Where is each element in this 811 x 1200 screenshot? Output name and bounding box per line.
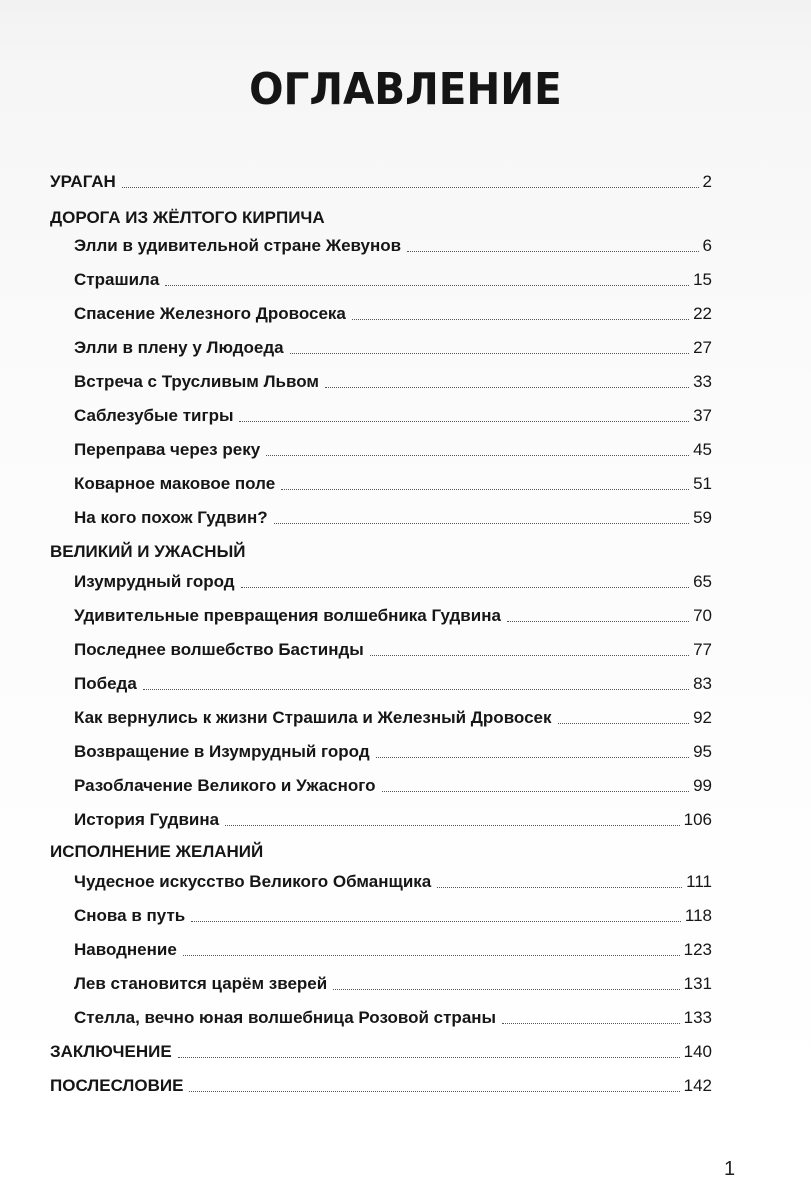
toc-label: История Гудвина xyxy=(74,810,220,829)
toc-label: Страшила xyxy=(74,270,160,289)
dot-leader xyxy=(143,688,689,690)
toc-section xyxy=(50,1034,712,1062)
dot-leader xyxy=(183,954,680,956)
toc-label: Элли в плену у Людоеда xyxy=(74,338,284,357)
toc-page-number: 111 xyxy=(686,872,712,891)
page-number: 1 xyxy=(724,1158,736,1180)
toc-page-number: 142 xyxy=(683,1076,712,1095)
dot-leader xyxy=(122,186,699,188)
toc-page-number: 95 xyxy=(693,742,712,761)
toc-section xyxy=(50,1068,712,1096)
dot-leader xyxy=(558,722,690,724)
toc-label: Стелла, вечно юная волшебница Розовой страны xyxy=(74,1008,497,1027)
dot-leader xyxy=(502,1022,680,1024)
toc-label: ДОРОГА ИЗ ЖЁЛТОГО КИРПИЧА xyxy=(50,208,325,227)
toc-page-number: 131 xyxy=(683,974,712,993)
toc-page-number: 133 xyxy=(683,1008,712,1027)
dot-leader xyxy=(290,352,689,354)
toc-label: Спасение Железного Дровосека xyxy=(74,304,346,323)
toc-label: Саблезубые тигры xyxy=(74,406,234,425)
toc-entry xyxy=(74,330,712,358)
toc-entry xyxy=(74,966,712,994)
dot-leader xyxy=(165,284,689,286)
toc-label: Коварное маковое поле xyxy=(74,474,276,493)
toc-entry xyxy=(74,598,712,626)
dot-leader xyxy=(407,250,698,252)
toc-label: Чудесное искусство Великого Обманщика xyxy=(74,872,432,891)
toc-label: Изумрудный город xyxy=(74,572,235,591)
dot-leader xyxy=(376,756,689,758)
toc-label: Разоблачение Великого и Ужасного xyxy=(74,776,376,795)
dot-leader xyxy=(191,920,681,922)
toc-page-number: 99 xyxy=(693,776,712,795)
toc-entry xyxy=(74,864,712,892)
toc-label: ЗАКЛЮЧЕНИЕ xyxy=(50,1042,172,1061)
toc-page-number: 59 xyxy=(693,508,712,527)
dot-leader xyxy=(274,522,689,524)
toc-entry xyxy=(74,700,712,728)
toc-page-number: 6 xyxy=(702,236,712,255)
toc-label: Удивительные превращения волшебника Гудвина xyxy=(74,606,501,625)
toc-page-number: 106 xyxy=(683,810,712,829)
toc-page-number: 22 xyxy=(693,304,712,323)
toc-entry xyxy=(74,398,712,426)
toc-entry xyxy=(74,466,712,494)
dot-leader xyxy=(241,586,690,588)
toc-entry xyxy=(74,228,712,256)
toc-entry xyxy=(74,364,712,392)
toc-page-number: 15 xyxy=(693,270,712,289)
dot-leader xyxy=(370,654,689,656)
toc-entry xyxy=(74,666,712,694)
toc-entry xyxy=(74,734,712,762)
toc-page-number: 33 xyxy=(693,372,712,391)
toc-label: Лев становится царём зверей xyxy=(74,974,328,993)
dot-leader xyxy=(266,454,689,456)
toc-section xyxy=(50,200,712,228)
toc-page-number: 45 xyxy=(693,440,712,459)
toc-page-number: 2 xyxy=(702,172,712,191)
toc-entry xyxy=(74,768,712,796)
page-title: ОГЛАВЛЕНИЕ xyxy=(249,64,562,115)
toc-page-number: 83 xyxy=(693,674,712,693)
dot-leader xyxy=(189,1090,679,1092)
dot-leader xyxy=(281,488,689,490)
toc-label: ИСПОЛНЕНИЕ ЖЕЛАНИЙ xyxy=(50,842,264,861)
toc-label: Победа xyxy=(74,674,137,693)
toc-entry xyxy=(74,898,712,926)
dot-leader xyxy=(325,386,689,388)
dot-leader xyxy=(225,824,680,826)
toc-label: Встреча с Трусливым Львом xyxy=(74,372,319,391)
toc-entry xyxy=(74,262,712,290)
toc-entry xyxy=(74,1000,712,1028)
toc-label: Элли в удивительной стране Жевунов xyxy=(74,236,402,255)
toc-page-number: 92 xyxy=(693,708,712,727)
toc-entry xyxy=(74,564,712,592)
toc-label: Последнее волшебство Бастинды xyxy=(74,640,364,659)
toc-entry xyxy=(74,432,712,460)
dot-leader xyxy=(507,620,689,622)
toc-page-number: 123 xyxy=(683,940,712,959)
toc-page-number: 51 xyxy=(693,474,712,493)
toc-section xyxy=(50,164,712,192)
toc-label: Снова в путь xyxy=(74,906,186,925)
toc-page-number: 140 xyxy=(683,1042,712,1061)
toc-label: ВЕЛИКИЙ И УЖАСНЫЙ xyxy=(50,542,246,561)
toc-label: На кого похож Гудвин? xyxy=(74,508,268,527)
toc-entry xyxy=(74,632,712,660)
toc-label: УРАГАН xyxy=(50,172,116,191)
toc-entry xyxy=(74,296,712,324)
dot-leader xyxy=(437,886,682,888)
dot-leader xyxy=(178,1056,680,1058)
toc-label: Наводнение xyxy=(74,940,177,959)
toc-label: Возвращение в Изумрудный город xyxy=(74,742,370,761)
toc-entry xyxy=(74,500,712,528)
toc-page-number: 37 xyxy=(693,406,712,425)
toc-label: ПОСЛЕСЛОВИЕ xyxy=(50,1076,184,1095)
toc-page-number: 65 xyxy=(693,572,712,591)
dot-leader xyxy=(333,988,679,990)
toc-entry xyxy=(74,802,712,830)
toc-section xyxy=(50,534,712,562)
toc-page-number: 118 xyxy=(684,906,712,925)
toc-page-number: 70 xyxy=(693,606,712,625)
toc-label: Переправа через реку xyxy=(74,440,261,459)
toc-page-number: 77 xyxy=(693,640,712,659)
toc-entry xyxy=(74,932,712,960)
toc-label: Как вернулись к жизни Страшила и Железный Дровосек xyxy=(74,708,552,727)
dot-leader xyxy=(382,790,690,792)
toc-section xyxy=(50,834,712,862)
dot-leader xyxy=(239,420,689,422)
dot-leader xyxy=(352,318,689,320)
toc-page-number: 27 xyxy=(693,338,712,357)
